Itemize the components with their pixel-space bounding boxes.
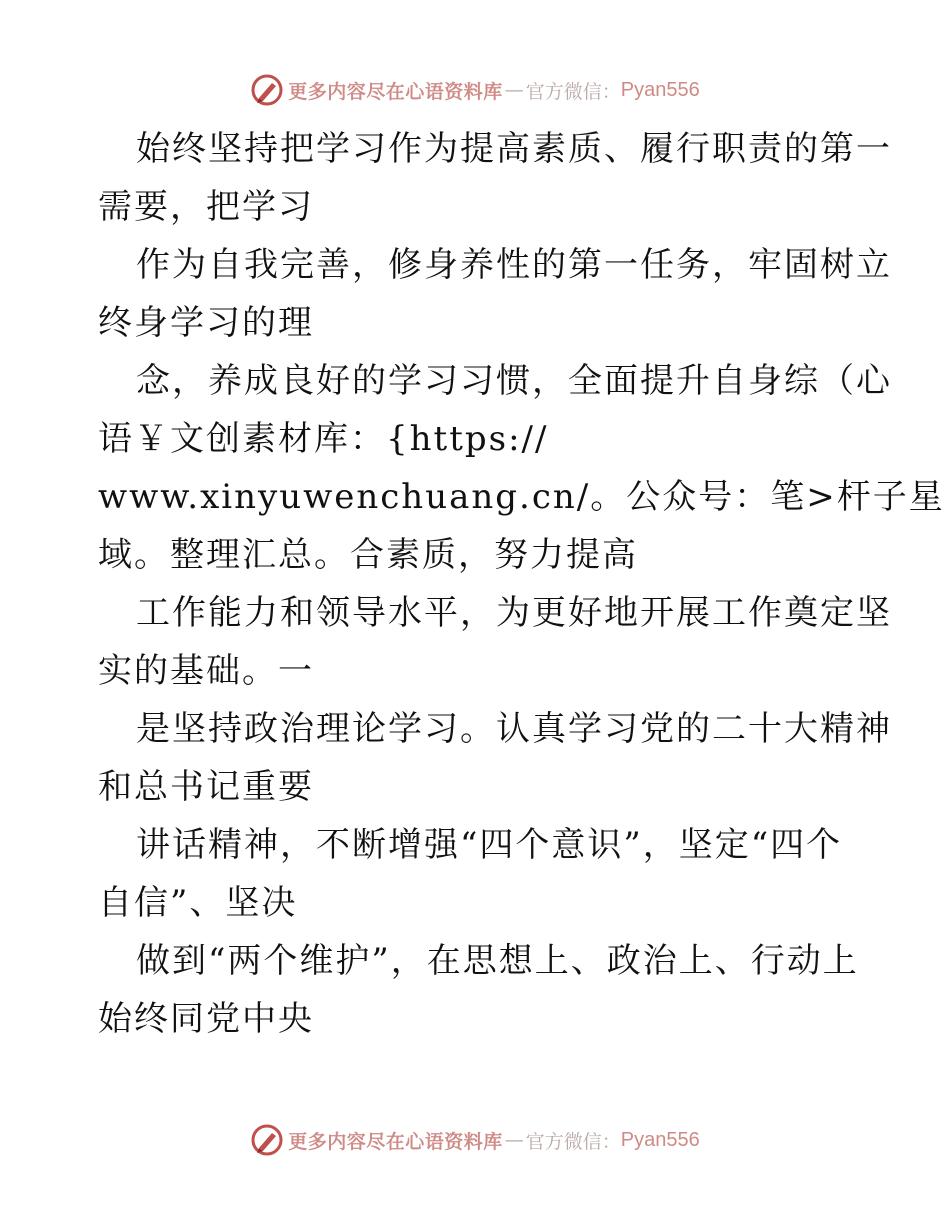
text-line: 做到“两个维护”，在思想上、政治上、行动上 [136,941,859,981]
pen-logo-icon [250,1123,284,1157]
text-line: 作为自我完善，修身养性的第一任务，牢固树立 [136,245,892,285]
footer-banner-text: 更多内容尽在心语资料库 [288,1130,503,1153]
footer-banner-separator: — [504,1129,524,1151]
document-body [98,120,945,1048]
text-line: 讲话精神，不断增强“四个意识”，坚定“四个 [136,825,843,865]
text-line: 是坚持政治理论学习。认真学习党的二十大精神 [136,709,892,749]
text-line: 语￥文创素材库：{https:// [98,419,549,459]
text-line: 需要，把学习 [98,187,314,227]
text-line: 工作能力和领导水平，为更好地开展工作奠定坚 [136,593,892,633]
text-line: 始终同党中央 [98,999,314,1039]
text-line: 域。整理汇总。合素质，努力提高 [98,535,638,575]
text-line: www.xinyuwenchuang.cn/。公众号：笔>杆子星 [98,477,945,517]
header-wechat-label: 官方微信： [525,80,621,103]
text-line: 念，养成良好的学习习惯，全面提升自身综（心 [136,361,892,401]
header-banner [0,70,950,110]
footer-wechat-label: 官方微信： [525,1130,621,1153]
footer-wechat-id: Pyan556 [620,1128,700,1151]
header-banner-text: 更多内容尽在心语资料库 [288,80,503,103]
text-line: 和总书记重要 [98,767,314,807]
footer-banner [0,1120,950,1160]
text-line: 实的基础。一 [98,651,314,691]
pen-logo-icon [250,73,284,107]
header-banner-separator: — [504,79,524,101]
text-line: 始终坚持把学习作为提高素质、履行职责的第一 [136,129,892,169]
header-wechat-id: Pyan556 [620,78,700,101]
text-line: 自信”、坚决 [98,883,298,923]
text-line: 终身学习的理 [98,303,314,343]
